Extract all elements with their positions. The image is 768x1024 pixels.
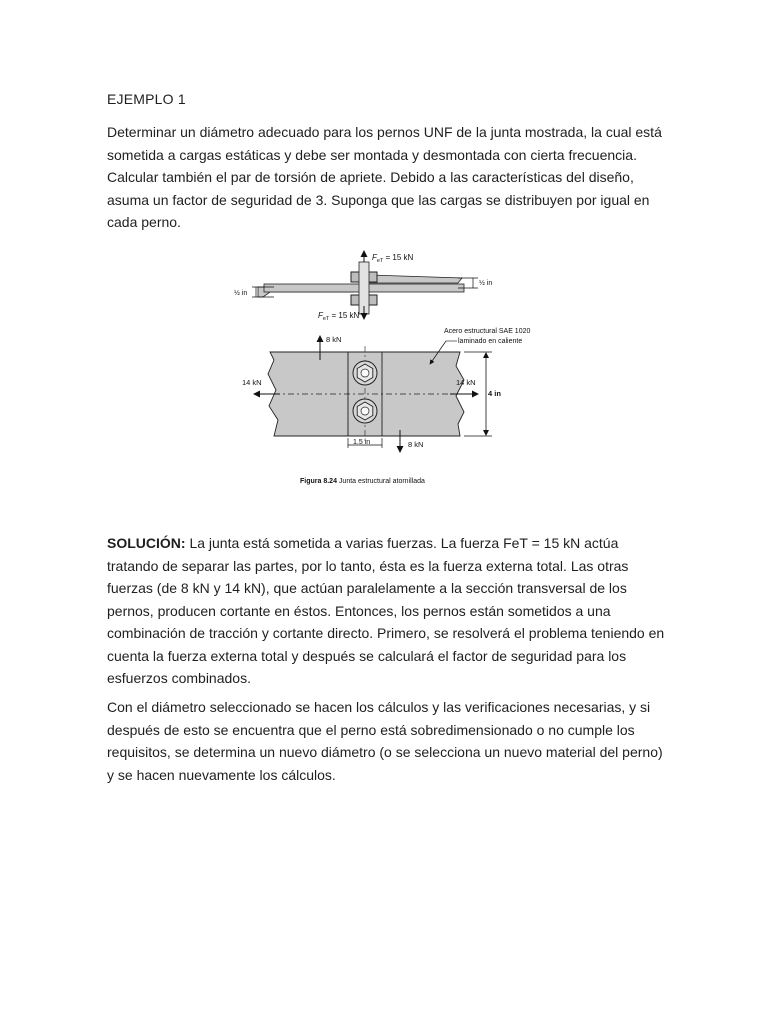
half-inch-right-label: ½ in xyxy=(479,280,493,287)
solution-label: SOLUCIÓN: xyxy=(107,535,186,551)
force-bottom-label: $F_{eT} = 15$ kN xyxy=(318,311,360,322)
closing-paragraph: Con el diámetro seleccionado se hacen los cálculos y las verificaciones necesarias, y si después de esto se encuentra que el perno está sobredimensionado o no cumple los requisitos, se determina un nuevo diámetro (o se selecciona un nuevo material del perno) y se hacen nuevamente los cálculos. xyxy=(107,699,663,783)
spacing-dimension: 1.5 in xyxy=(353,439,371,446)
load-down-label: 8 kN xyxy=(408,440,424,449)
material-label-line2: laminado en caliente xyxy=(458,338,523,345)
top-view xyxy=(242,328,530,452)
load-up-label: 8 kN xyxy=(326,335,342,344)
side-view xyxy=(234,251,492,322)
bolt-lower xyxy=(353,399,377,423)
width-dimension: 4 in xyxy=(488,389,501,398)
solution-text: La junta está sometida a varias fuerzas. La fuerza FeT = 15 kN actúa tratando de separar las partes, por lo tanto, ésta es la fuerza externa total. Las otras fuerzas (de 8 kN y 14 kN), que actúan paralelamente a la sección transversal de los pernos, producen cortante en éstos. Entonces, los pernos están sometidos a una combinación de tracción y cortante directo. Primero, se resolverá el problema teniendo en cuenta la fuerza externa total y después se calculará el factor de seguridad para los esfuerzos combinados. xyxy=(107,535,665,686)
solution-paragraph xyxy=(107,532,667,690)
load-right-label: 14 kN xyxy=(456,378,476,387)
example-heading: EJEMPLO 1 xyxy=(107,91,186,107)
force-top-label: $F_{eT} = 15$ kN xyxy=(372,253,414,264)
figure-caption: Figura 8.24 Junta estructural atornillada xyxy=(300,478,425,485)
bolted-joint-figure xyxy=(220,248,560,493)
material-label-line1: Acero estructural SAE 1020 xyxy=(444,328,531,335)
bolt-upper xyxy=(353,361,377,385)
problem-statement: Determinar un diámetro adecuado para los pernos UNF de la junta mostrada, la cual está sometida a cargas estáticas y debe ser montada y desmontada con cierta frecuencia. Calcular también el par de torsión de apriete. Debido a las características del diseño, asuma un factor de seguridad de 3. Suponga que las cargas se distribuyen por igual en cada perno. xyxy=(107,124,662,230)
load-left-label: 14 kN xyxy=(242,378,262,387)
half-inch-left-label: ½ in xyxy=(234,290,248,297)
